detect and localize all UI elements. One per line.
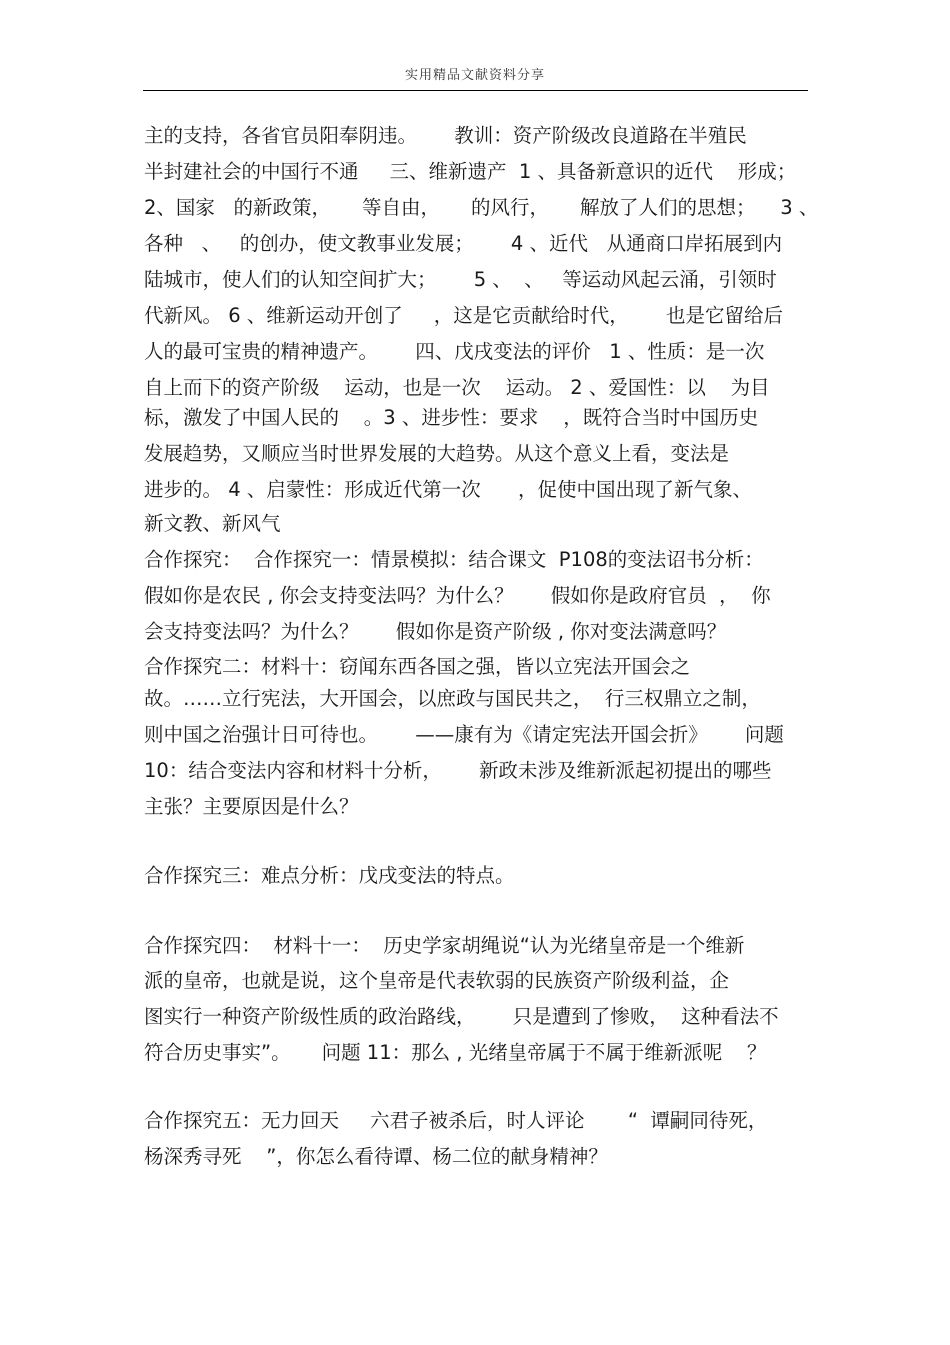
text-line: 合作探究三：难点分析：戊戌变法的特点。 <box>144 864 515 887</box>
header-divider <box>143 90 808 91</box>
text-line: 会支持变法吗？为什么？ 假如你是资产阶级 , 你对变法满意吗？ <box>144 620 727 643</box>
text-line: 故。……立行宪法，大开国会，以庶政与国民共之， 行三权鼎立之制， <box>144 687 761 710</box>
text-line: 2、国家 的新政策， 等自由， 的风行， 解放了人们的思想； 3 、 <box>144 196 819 219</box>
text-line: 合作探究二：材料十：窃闻东西各国之强，皆以立宪法开国会之 <box>144 655 691 678</box>
text-line: 自上而下的资产阶级 运动，也是一次 运动。 2 、爱国性：以 为目 <box>144 376 770 399</box>
text-line: 发展趋势，又顺应当时世界发展的大趋势。从这个意义上看，变法是 <box>144 442 730 465</box>
text-line: 标，激发了中国人民的 。3 、进步性：要求 ，既符合当时中国历史 <box>144 406 759 429</box>
header-title: 实用精品文献资料分享 <box>404 68 545 83</box>
text-line: 合作探究： 合作探究一：情景模拟：结合课文 P108的变法诏书分析： <box>144 548 764 571</box>
text-line: 图实行一种资产阶级性质的政治路线， 只是遭到了惨败， 这种看法不 <box>144 1005 779 1028</box>
text-line: 符合历史事实”。 问题 11：那么 , 光绪皇帝属于不属于维新派呢 ？ <box>144 1041 767 1064</box>
text-line: 10：结合变法内容和材料十分析， 新政未涉及维新派起初提出的哪些 <box>144 759 772 782</box>
text-line: 代新风。 6 、维新运动开创了 ，这是它贡献给时代， 也是它留给后 <box>144 304 783 327</box>
text-line: 合作探究五：无力回天 六君子被杀后，时人评论 “ 谭嗣同待死， <box>144 1109 768 1132</box>
text-line: 则中国之治强计日可待也。 ——康有为《请定宪法开国会折》 问题 <box>144 723 784 746</box>
text-line: 各种 、 的创办，使文教事业发展； 4 、近代 从通商口岸拓展到内 <box>144 232 783 255</box>
text-line: 假如你是农民 , 你会支持变法吗？为什么？ 假如你是政府官员 ， 你 <box>144 584 771 607</box>
text-line: 杨深秀寻死 ”，你怎么看待谭、杨二位的献身精神？ <box>144 1145 608 1168</box>
text-line: 人的最可宝贵的精神遗产。 四、戊戌变法的评价 1 、性质：是一次 <box>144 340 765 363</box>
text-line: 进步的。 4 、启蒙性：形成近代第一次 ，促使中国出现了新气象、 <box>144 478 752 501</box>
text-line: 主张？主要原因是什么？ <box>144 795 359 818</box>
text-line: 派的皇帝，也就是说，这个皇帝是代表软弱的民族资产阶级利益，企 <box>144 969 730 992</box>
text-line: 新文教、新风气 <box>144 512 281 535</box>
text-line: 合作探究四： 材料十一： 历史学家胡绳说“认为光绪皇帝是一个维新 <box>144 934 745 957</box>
text-line: 陆城市，使人们的认知空间扩大； 5 、 、 等运动风起云涌，引领时 <box>144 268 777 291</box>
text-line: 主的支持，各省官员阳奉阴违。 教训：资产阶级改良道路在半殖民 <box>144 124 747 147</box>
text-line: 半封建社会的中国行不通 三、维新遗产 1 、具备新意识的近代 形成； <box>144 160 797 183</box>
